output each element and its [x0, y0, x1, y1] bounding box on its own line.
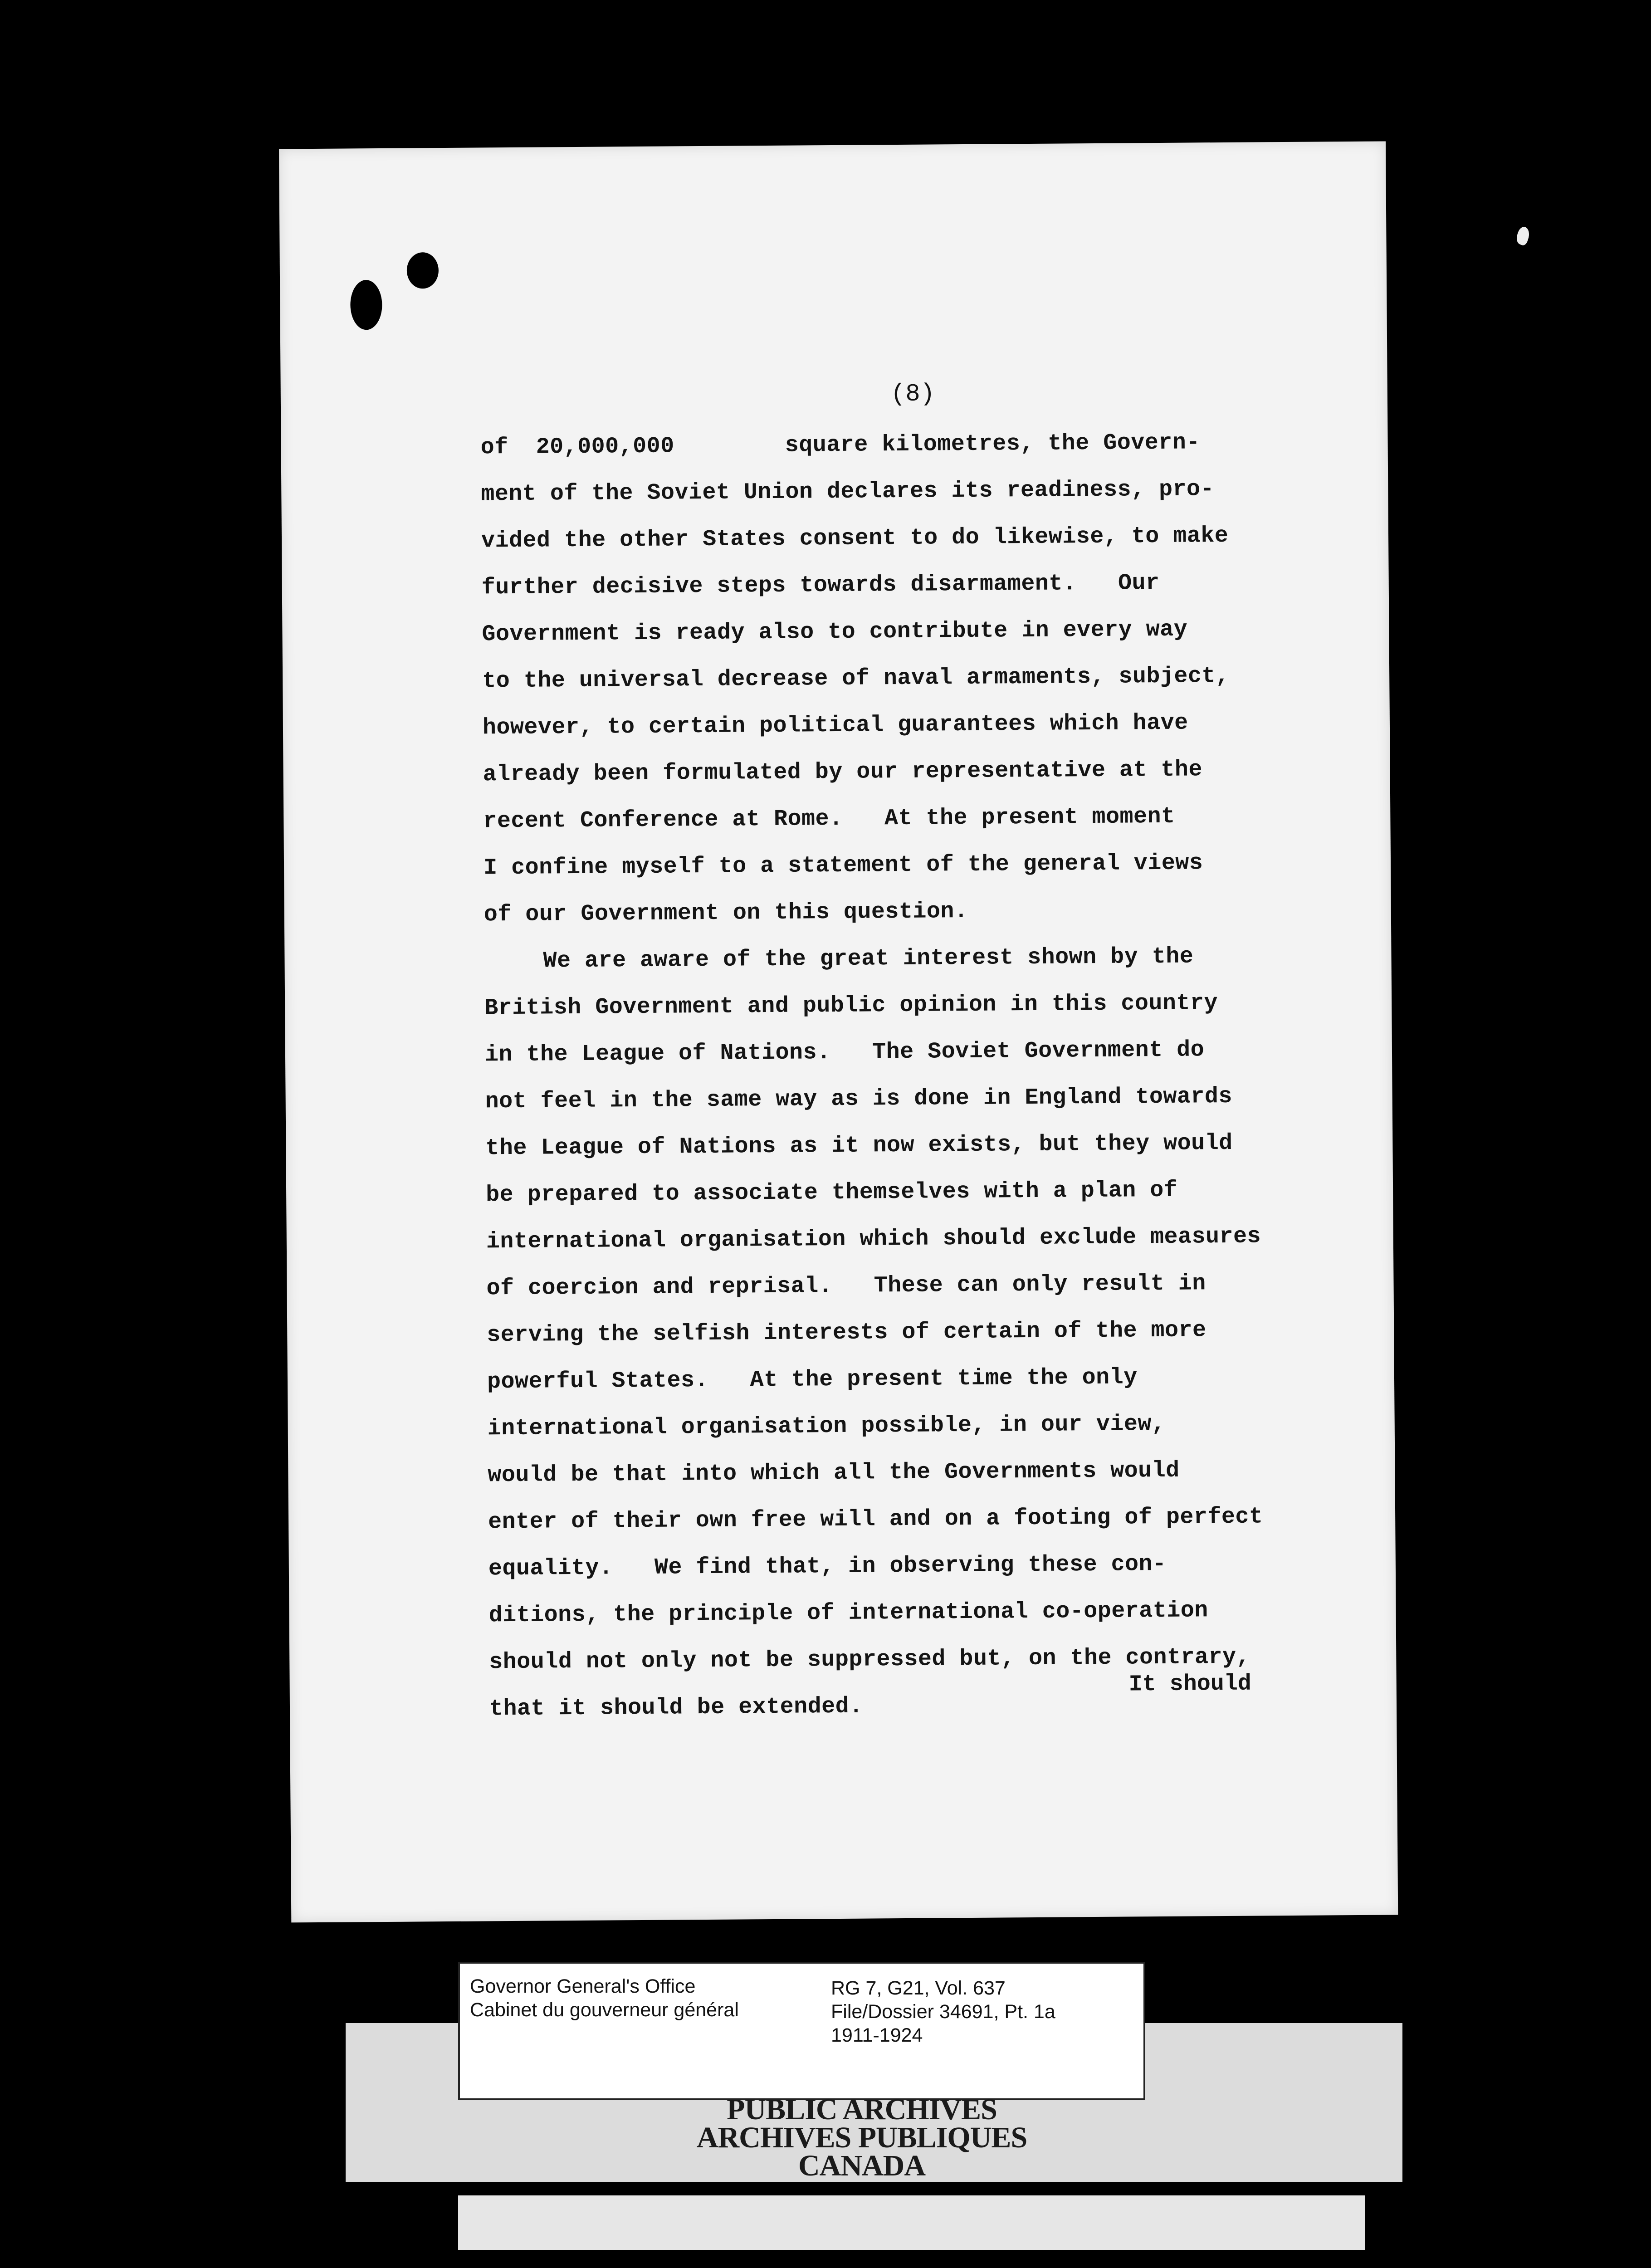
continuation-text: It should: [1128, 1671, 1251, 1698]
date-range: 1911-1924: [831, 2024, 923, 2046]
label-reference: [831, 1976, 1055, 2047]
text-line: ditions, the principle of international co-operation: [488, 1598, 1209, 1629]
record-group: RG 7, G21, Vol. 637: [831, 1977, 1006, 1999]
punch-hole: [350, 280, 382, 330]
stamp-line-2: ARCHIVES PUBLIQUES: [696, 2121, 1027, 2154]
text-line: enter of their own free will and on a footing of perfect: [488, 1504, 1263, 1535]
text-line: international organisation possible, in our view,: [487, 1411, 1166, 1442]
office-english: Governor General's Office: [470, 1975, 696, 1997]
text-line: Government is ready also to contribute in every way: [482, 616, 1188, 648]
document-page: [279, 141, 1398, 1922]
text-line: powerful States. At the present time the only: [487, 1364, 1138, 1395]
text-line: however, to certain political guarantees which have: [482, 710, 1188, 741]
text-line: of 20,000,000 square kilometres, the Govern-: [480, 430, 1201, 461]
text-line: serving the selfish interests of certain of the more: [487, 1317, 1206, 1349]
text-line: of coercion and reprisal. These can only result in: [486, 1271, 1206, 1302]
punch-hole: [407, 252, 439, 288]
typed-body-text: [480, 418, 1333, 1732]
archive-reference-label: [458, 1962, 1145, 2100]
page-number: (8): [890, 380, 935, 409]
file-number: File/Dossier 34691, Pt. 1a: [831, 2001, 1055, 2023]
public-archives-stamp: [590, 2093, 1134, 2182]
text-line: to the universal decrease of naval armaments, subject,: [482, 663, 1230, 694]
stamp-line-3: CANADA: [798, 2149, 925, 2182]
text-line: further decisive steps towards disarmament. Our: [481, 570, 1160, 601]
film-speck: [1514, 225, 1532, 246]
label-office: [470, 1975, 739, 2022]
text-line: that it should be extended.: [489, 1693, 863, 1722]
text-line: of our Government on this question.: [484, 898, 968, 928]
office-french: Cabinet du gouverneur général: [470, 1999, 739, 2021]
text-line: I confine myself to a statement of the general views: [483, 850, 1203, 881]
text-line: international organisation which should exclude measures: [486, 1223, 1261, 1255]
text-line: vided the other States consent to do likewise, to make: [481, 523, 1229, 554]
text-line: ment of the Soviet Union declares its readiness, pro-: [481, 476, 1215, 508]
text-line: equality. We find that, in observing these con-: [488, 1551, 1167, 1582]
text-line: would be that into which all the Governments would: [488, 1457, 1180, 1489]
text-line: recent Conference at Rome. At the present moment: [483, 803, 1175, 835]
text-line: British Government and public opinion in this country: [484, 990, 1218, 1022]
text-line: the League of Nations as it now exists, but they would: [485, 1130, 1233, 1162]
text-line: should not only not be suppressed but, on the contrary,: [489, 1644, 1250, 1676]
text-line: not feel in the same way as is done in England towards: [485, 1083, 1233, 1115]
text-line: be prepared to associate themselves with a plan of: [485, 1177, 1178, 1208]
stamp-line-1: PUBLIC ARCHIVES: [727, 2093, 997, 2126]
archive-strip-lower: [458, 2195, 1365, 2250]
text-line: in the League of Nations. The Soviet Government do: [484, 1037, 1205, 1068]
text-line: We are aware of the great interest shown by the: [543, 943, 1194, 974]
text-line: already been formulated by our representative at the: [483, 757, 1203, 788]
